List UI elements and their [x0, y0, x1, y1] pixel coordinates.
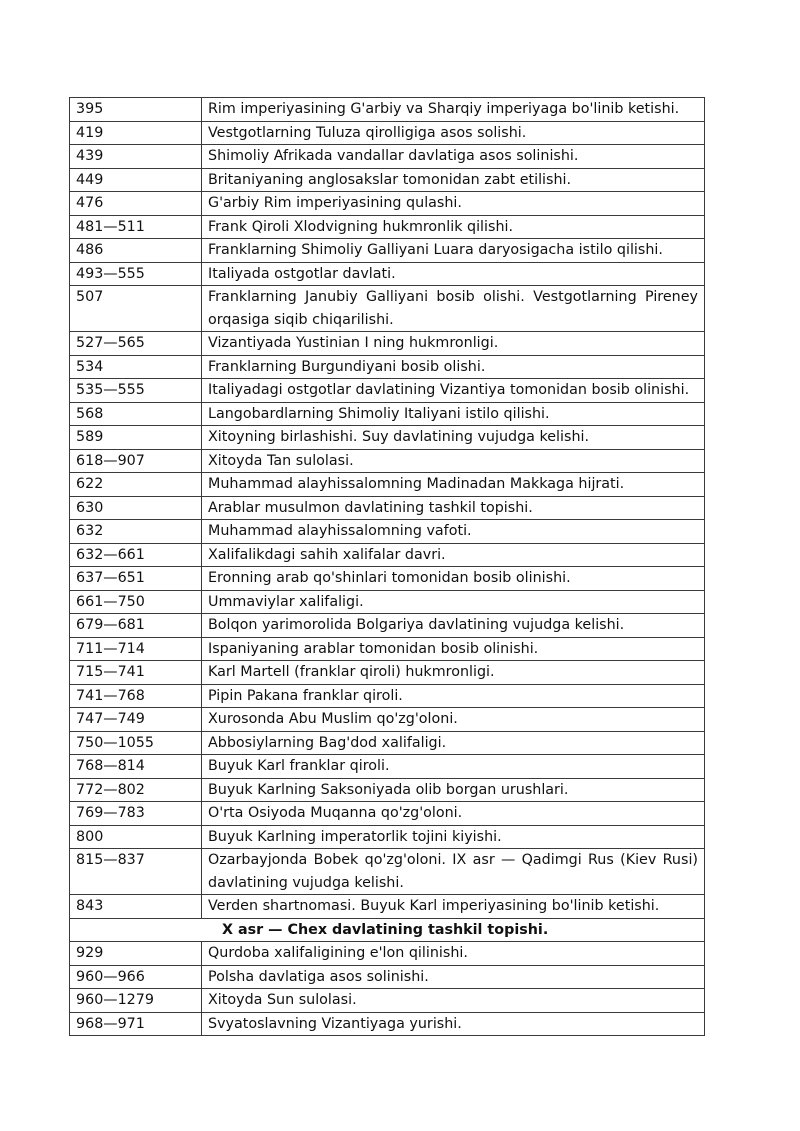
event-cell: Muhammad alayhissalomning vafoti.: [202, 520, 705, 544]
table-row: [70, 755, 705, 779]
date-cell: 481—511: [70, 215, 202, 239]
event-cell: Franklarning Burgundiyani bosib olishi.: [202, 355, 705, 379]
table-row: [70, 825, 705, 849]
table-row: [70, 614, 705, 638]
table-row: [70, 543, 705, 567]
date-cell: 486: [70, 239, 202, 263]
event-cell: Xitoyda Sun sulolasi.: [202, 989, 705, 1013]
event-cell: Italiyada ostgotlar davlati.: [202, 262, 705, 286]
table-row: [70, 168, 705, 192]
date-cell: 929: [70, 942, 202, 966]
date-cell: 449: [70, 168, 202, 192]
date-cell: 769—783: [70, 802, 202, 826]
event-cell: Karl Martell (franklar qiroli) hukmronligi.: [202, 661, 705, 685]
date-cell: 679—681: [70, 614, 202, 638]
event-cell: Polsha davlatiga asos solinishi.: [202, 965, 705, 989]
date-cell: 439: [70, 145, 202, 169]
table-row: [70, 98, 705, 122]
table-row: [70, 496, 705, 520]
table-row: [70, 731, 705, 755]
section-heading-body: [70, 918, 705, 942]
date-cell: 618—907: [70, 449, 202, 473]
date-cell: 476: [70, 192, 202, 216]
table-row: [70, 355, 705, 379]
table-row: [70, 590, 705, 614]
date-cell: 968—971: [70, 1012, 202, 1036]
event-cell: Pipin Pakana franklar qiroli.: [202, 684, 705, 708]
date-cell: 715—741: [70, 661, 202, 685]
table-row: [70, 192, 705, 216]
date-cell: 632: [70, 520, 202, 544]
event-cell: Rim imperiyasining G'arbiy va Sharqiy imperiyaga bo'linib ketishi.: [202, 98, 705, 122]
event-cell: Xitoyning birlashishi. Suy davlatining vujudga kelishi.: [202, 426, 705, 450]
chronology-body-continued: [70, 942, 705, 1036]
date-cell: 395: [70, 98, 202, 122]
date-cell: 661—750: [70, 590, 202, 614]
date-cell: 750—1055: [70, 731, 202, 755]
event-cell: Xurosonda Abu Muslim qo'zg'oloni.: [202, 708, 705, 732]
table-row: [70, 379, 705, 403]
date-cell: 637—651: [70, 567, 202, 591]
table-row: [70, 895, 705, 919]
event-cell: Buyuk Karlning Saksoniyada olib borgan urushlari.: [202, 778, 705, 802]
date-cell: 535—555: [70, 379, 202, 403]
event-cell: Qurdoba xalifaligining e'lon qilinishi.: [202, 942, 705, 966]
table-row: [70, 426, 705, 450]
date-cell: 815—837: [70, 849, 202, 895]
date-cell: 622: [70, 473, 202, 497]
date-cell: 747—749: [70, 708, 202, 732]
table-row: [70, 637, 705, 661]
table-row: [70, 849, 705, 895]
table-row: [70, 402, 705, 426]
table-row: [70, 802, 705, 826]
event-cell: Svyatoslavning Vizantiyaga yurishi.: [202, 1012, 705, 1036]
event-cell: Buyuk Karl franklar qiroli.: [202, 755, 705, 779]
date-cell: 589: [70, 426, 202, 450]
event-cell: G'arbiy Rim imperiyasining qulashi.: [202, 192, 705, 216]
date-cell: 800: [70, 825, 202, 849]
event-cell: Britaniyaning anglosakslar tomonidan zabt etilishi.: [202, 168, 705, 192]
table-row: [70, 661, 705, 685]
chronology-table: [69, 97, 705, 1036]
event-cell: Muhammad alayhissalomning Madinadan Makkaga hijrati.: [202, 473, 705, 497]
date-cell: 419: [70, 121, 202, 145]
section-heading-row: [70, 918, 705, 942]
event-cell: Buyuk Karlning imperatorlik tojini kiyishi.: [202, 825, 705, 849]
table-row: [70, 942, 705, 966]
date-cell: 630: [70, 496, 202, 520]
date-cell: 534: [70, 355, 202, 379]
event-cell: Shimoliy Afrikada vandallar davlatiga asos solinishi.: [202, 145, 705, 169]
event-cell: O'rta Osiyoda Muqanna qo'zg'oloni.: [202, 802, 705, 826]
date-cell: 507: [70, 286, 202, 332]
event-cell: Frank Qiroli Xlodvigning hukmronlik qilishi.: [202, 215, 705, 239]
table-row: [70, 567, 705, 591]
table-row: [70, 965, 705, 989]
event-cell: Bolqon yarimorolida Bolgariya davlatining vujudga kelishi.: [202, 614, 705, 638]
event-cell: Franklarning Shimoliy Galliyani Luara daryosigacha istilo qilishi.: [202, 239, 705, 263]
event-cell: Eronning arab qo'shinlari tomonidan bosib olinishi.: [202, 567, 705, 591]
event-cell: Abbosiylarning Bag'dod xalifaligi.: [202, 731, 705, 755]
event-cell: Vestgotlarning Tuluza qirolligiga asos solishi.: [202, 121, 705, 145]
event-cell: Franklarning Janubiy Galliyani bosib olishi. Vestgotlarning Pireney orqasiga siqib chiqarilishi.: [202, 286, 705, 332]
date-cell: 960—1279: [70, 989, 202, 1013]
event-cell: Langobardlarning Shimoliy Italiyani istilo qilishi.: [202, 402, 705, 426]
event-cell: Xalifalikdagi sahih xalifalar davri.: [202, 543, 705, 567]
table-row: [70, 1012, 705, 1036]
table-row: [70, 778, 705, 802]
table-row: [70, 145, 705, 169]
event-cell: Ozarbayjonda Bobek qo'zg'oloni. IX asr — Qadimgi Rus (Kiev Rusi) davlatining vujudga kelishi.: [202, 849, 705, 895]
section-heading: X asr — Chex davlatining tashkil topishi.: [70, 918, 705, 942]
date-cell: 711—714: [70, 637, 202, 661]
table-row: [70, 262, 705, 286]
table-row: [70, 684, 705, 708]
date-cell: 768—814: [70, 755, 202, 779]
event-cell: Ispaniyaning arablar tomonidan bosib olinishi.: [202, 637, 705, 661]
date-cell: 960—966: [70, 965, 202, 989]
table-row: [70, 332, 705, 356]
table-row: [70, 215, 705, 239]
table-row: [70, 520, 705, 544]
date-cell: 843: [70, 895, 202, 919]
event-cell: Ummaviylar xalifaligi.: [202, 590, 705, 614]
date-cell: 527—565: [70, 332, 202, 356]
table-row: [70, 473, 705, 497]
date-cell: 493—555: [70, 262, 202, 286]
table-row: [70, 121, 705, 145]
event-cell: Verden shartnomasi. Buyuk Karl imperiyasining bo'linib ketishi.: [202, 895, 705, 919]
event-cell: Xitoyda Tan sulolasi.: [202, 449, 705, 473]
event-cell: Italiyadagi ostgotlar davlatining Vizantiya tomonidan bosib olinishi.: [202, 379, 705, 403]
event-cell: Vizantiyada Yustinian I ning hukmronligi.: [202, 332, 705, 356]
chronology-body: [70, 98, 705, 919]
date-cell: 741—768: [70, 684, 202, 708]
date-cell: 632—661: [70, 543, 202, 567]
table-row: [70, 449, 705, 473]
event-cell: Arablar musulmon davlatining tashkil topishi.: [202, 496, 705, 520]
date-cell: 568: [70, 402, 202, 426]
table-row: [70, 989, 705, 1013]
table-row: [70, 708, 705, 732]
table-row: [70, 286, 705, 332]
date-cell: 772—802: [70, 778, 202, 802]
table-row: [70, 239, 705, 263]
